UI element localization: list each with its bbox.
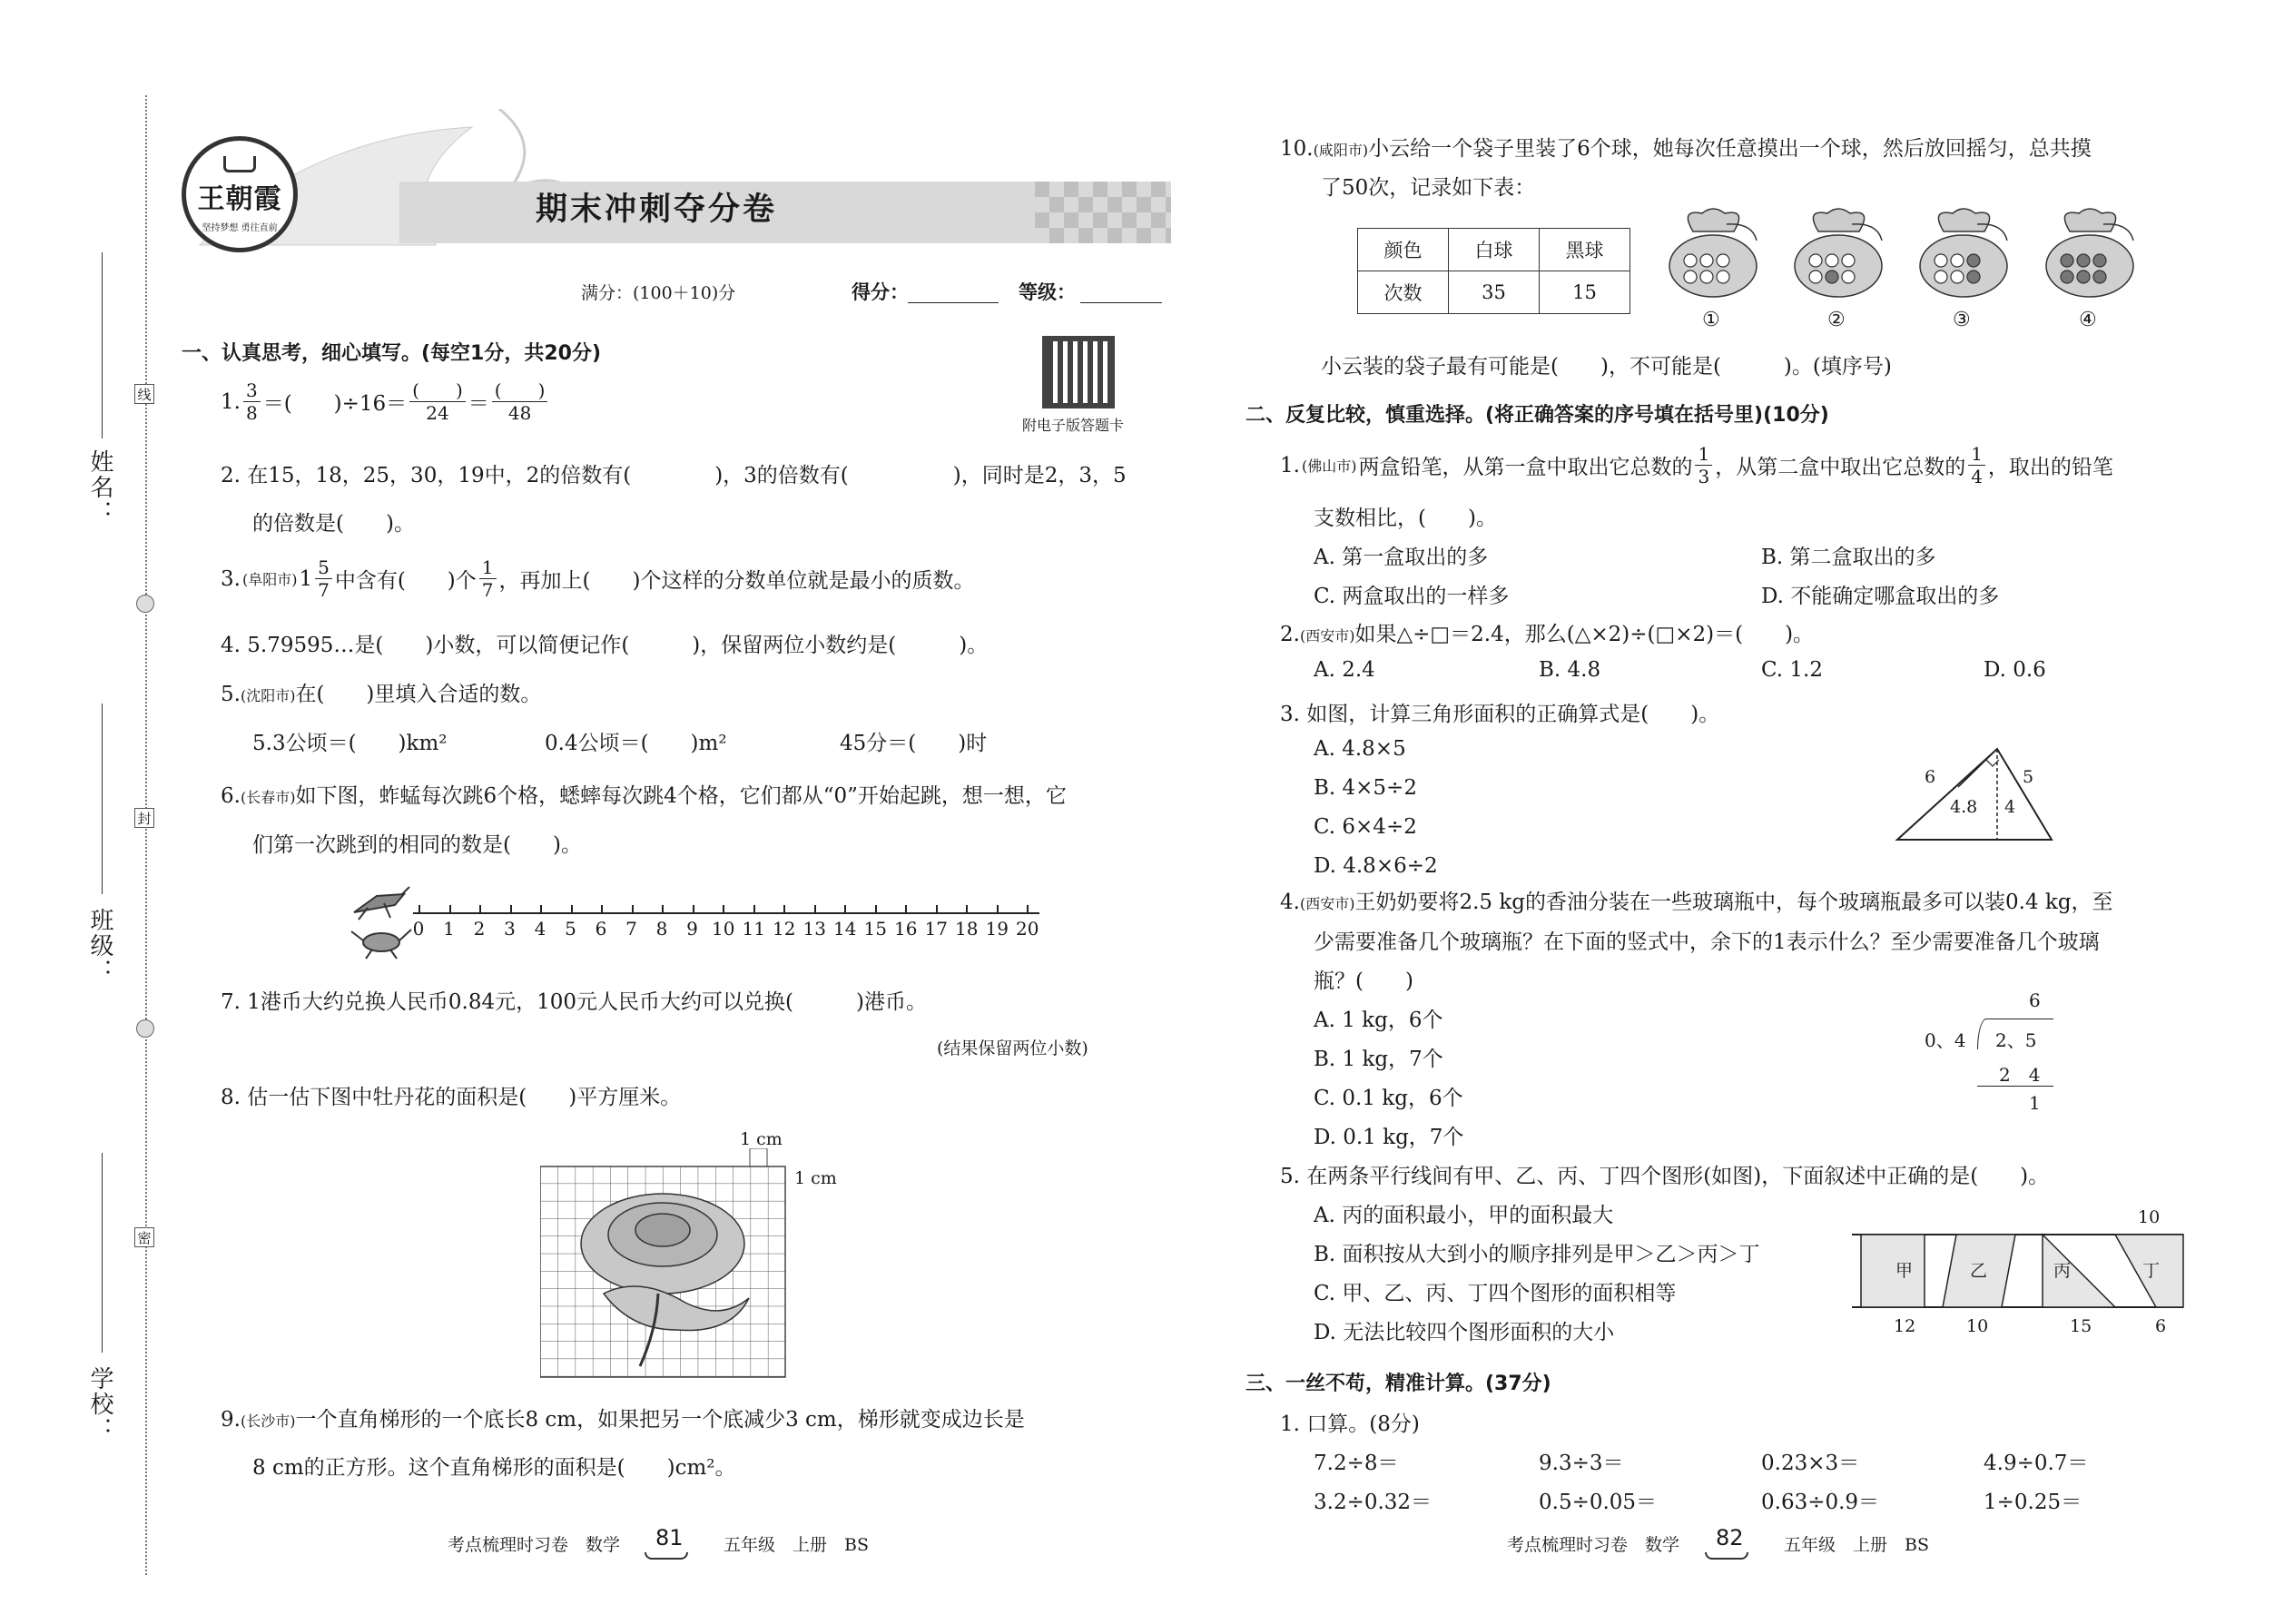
question-9-line-2: 8 cm的正方形。这个直角梯形的面积是( )cm²。 (252, 1456, 736, 1480)
division-product: 2 4 (1999, 1064, 2041, 1086)
number-line-tick (875, 905, 877, 913)
class-label: 班级： (86, 908, 113, 984)
number-line-label: 5 (565, 918, 576, 940)
number-line-label: 1 (443, 918, 455, 940)
number-line-tick (510, 905, 512, 913)
q1-f1-denominator: 8 (245, 402, 258, 424)
s2q4-option-a[interactable]: A. 1 kg，6个 (1314, 1009, 1443, 1032)
shapes-bottom-label-3: 15 (2070, 1316, 2092, 1336)
footer-right-book-icon (1705, 1552, 1748, 1560)
section3-heading: 三、一丝不苟，精准计算。(37分) (1245, 1373, 1551, 1395)
division-dividend: 2、5 (1995, 1029, 2037, 1051)
shapes-bottom-label-1: 12 (1894, 1316, 1916, 1336)
school-label: 学校： (86, 1366, 113, 1442)
question-10-line-1: 10.(咸阳市)小云给一个袋子里装了6个球，她每次任意摸出一个球，然后放回摇匀，总共摸 (1280, 137, 2092, 161)
number-line-label: 6 (595, 918, 607, 940)
calc-1[interactable]: 7.2÷8＝ (1314, 1452, 1399, 1475)
division-quotient: 6 (2029, 989, 2041, 1011)
number-line-tick (693, 905, 694, 913)
qr-caption: 附电子版答题卡 (1022, 417, 1125, 434)
s2-question-2: 2.(西安市)如果△÷□＝2.4，那么(△×2)÷(□×2)＝( )。 (1280, 623, 1815, 646)
number-line (413, 903, 1039, 958)
seal-mark-seal: 封 (134, 808, 154, 828)
number-line-label: 2 (473, 918, 486, 940)
calc-8[interactable]: 1÷0.25＝ (1984, 1491, 2082, 1514)
number-line-label: 4 (534, 918, 546, 940)
division-line (1977, 1086, 2053, 1087)
calc-7[interactable]: 0.63÷0.9＝ (1761, 1491, 1880, 1514)
s2-question-4-line-1: 4.(西安市)王奶奶要将2.5 kg的香油分装在一些玻璃瓶中，每个玻璃瓶最多可以装0.4 kg，至 (1280, 891, 2113, 914)
triangle-label-6: 6 (1925, 767, 1936, 787)
s2q2-option-c[interactable]: C. 1.2 (1761, 658, 1823, 682)
footer-right-series: 考点梳理时习卷 数学 (1507, 1535, 1680, 1555)
number-line-tick (966, 905, 968, 913)
q1-number: 1. (221, 389, 241, 414)
s2q4-option-d[interactable]: D. 0.1 kg，7个 (1314, 1126, 1464, 1149)
shape-yi: 乙 (1970, 1261, 1988, 1281)
score-total: 满分：(100＋10)分 (581, 283, 736, 303)
number-line-label: 11 (742, 918, 765, 940)
bag-label: ④ (2079, 309, 2097, 331)
s2q3-option-a[interactable]: A. 4.8×5 (1314, 737, 1406, 761)
table-row-label: 次数 (1358, 271, 1449, 314)
number-line-tick (1027, 905, 1029, 913)
number-line-label: 13 (802, 918, 826, 940)
q3-text-2: ，再加上( )个这样的分数单位就是最小的质数。 (498, 569, 975, 593)
q8-unit-height: 1 cm (794, 1168, 837, 1188)
shapes-bottom-label-4: 6 (2155, 1316, 2167, 1336)
s2q1-option-d[interactable]: D. 不能确定哪盒取出的多 (1761, 585, 2000, 608)
q5-item-1: 5.3公顷＝( )km² (252, 732, 448, 755)
shapes-bottom-label-2: 10 (1966, 1316, 1989, 1336)
bag-label: ② (1827, 309, 1846, 331)
binding-hole-icon (136, 1019, 154, 1038)
logo-text: 王朝霞 (197, 182, 282, 215)
s2q1-fraction-2: $\frac{1}{4}$ (1968, 445, 1985, 486)
score-label: 得分： (852, 281, 909, 303)
number-line-label: 7 (625, 918, 637, 940)
footer-left-book-icon (645, 1552, 688, 1560)
triangle-label-4-8: 4.8 (1950, 797, 1978, 817)
number-line-axis (413, 912, 1039, 914)
q1-equals: ＝ (468, 392, 489, 416)
s2-question-1-line-1: 1. (佛山市) 两盒铅笔，从第一盒中取出它总数的 $\frac{1}{3}$ ，从第二盒中取出它总数的 $\frac{1}{4}$ ，取出的铅笔 (1280, 443, 2113, 487)
shape-jia: 甲 (1895, 1261, 1914, 1281)
ball-bag-icon (1912, 204, 2016, 300)
number-line-label: 3 (504, 918, 516, 940)
qr-code[interactable] (1042, 336, 1115, 408)
number-line-tick (753, 905, 755, 913)
number-line-tick (936, 905, 938, 913)
number-line-tick (632, 905, 634, 913)
grasshopper-icon (350, 885, 413, 921)
question-3 (221, 558, 974, 599)
s2q3-option-c[interactable]: C. 6×4÷2 (1314, 815, 1417, 839)
number-line-tick (540, 905, 542, 913)
crown-icon (223, 156, 256, 172)
calc-6[interactable]: 0.5÷0.05＝ (1539, 1491, 1658, 1514)
binding-hole-icon (136, 595, 154, 613)
page-title: 期末冲刺夺分卷 (536, 192, 778, 228)
peony-grid-figure (540, 1148, 794, 1384)
shape-ding: 丁 (2142, 1261, 2161, 1281)
question-2-line-2: 的倍数是( )。 (252, 512, 415, 536)
s2q4-option-b[interactable]: B. 1 kg，7个 (1314, 1048, 1443, 1071)
number-line-tick (449, 905, 451, 913)
footer-right-grade: 五年级 上册 BS (1784, 1535, 1929, 1555)
s2q4-option-c[interactable]: C. 0.1 kg，6个 (1314, 1087, 1463, 1110)
s2-question-5: 5. 在两条平行线间有甲、乙、丙、丁四个图形(如图)，下面叙述中正确的是( )。 (1280, 1165, 2050, 1188)
footer-left-page-number: 81 (655, 1525, 684, 1550)
s2q1-option-a[interactable]: A. 第一盒取出的多 (1314, 546, 1489, 569)
question-7-note: (结果保留两位小数) (937, 1038, 1088, 1058)
s2q1-option-b[interactable]: B. 第二盒取出的多 (1761, 546, 1936, 569)
number-line-tick (814, 905, 816, 913)
ball-bag-icon (2038, 204, 2142, 300)
table-header-color: 颜色 (1358, 229, 1449, 271)
number-line-tick (905, 905, 907, 913)
question-8: 8. 估一估下图中牡丹花的面积是( )平方厘米。 (221, 1086, 682, 1109)
question-9-line-1: 9.(长沙市)一个直角梯形的一个底长8 cm，如果把另一个底减少3 cm，梯形就变成边长是 (221, 1408, 1025, 1432)
number-line-label: 12 (773, 918, 796, 940)
name-field[interactable] (102, 252, 103, 438)
table-white-count: 35 (1449, 271, 1540, 314)
triangle-label-5: 5 (2023, 767, 2034, 787)
division-remainder: 1 (2029, 1092, 2041, 1114)
number-line-tick (571, 905, 573, 913)
s2q3-option-b[interactable]: B. 4×5÷2 (1314, 776, 1417, 800)
q5-item-3: 45分＝( )时 (840, 732, 988, 755)
name-label: 姓名： (86, 449, 113, 526)
number-line-tick (418, 905, 420, 913)
number-line-label: 14 (833, 918, 857, 940)
q1-middle: ＝( )÷16＝ (262, 392, 408, 416)
q1-f2-denominator: 24 (426, 402, 449, 424)
number-line-tick (479, 905, 481, 913)
s2q5-option-d[interactable]: D. 无法比较四个图形面积的大小 (1314, 1321, 1615, 1344)
q3-number: 3. (221, 566, 241, 591)
s2q3-option-d[interactable]: D. 4.8×6÷2 (1314, 854, 1438, 878)
q3-mixed-number: 1 $\frac{5}{7}$ (299, 558, 334, 599)
shapes-top-label: 10 (2138, 1207, 2161, 1227)
number-line-tick (783, 905, 785, 913)
q1-f1-numerator: 3 (243, 381, 261, 402)
number-line-label: 16 (894, 918, 918, 940)
footer-right-page-number: 82 (1716, 1525, 1744, 1550)
question-4: 4. 5.79595…是( )小数，可以简便记作( )，保留两位小数约是( )。 (221, 634, 989, 657)
s2-question-4-line-3: 瓶？( ) (1314, 969, 1413, 993)
table-black-count: 15 (1540, 271, 1630, 314)
q1-fraction-3[interactable]: $\frac{( )}{48}$ (492, 381, 548, 422)
ball-bag-icon (1661, 204, 1766, 300)
table-header-white: 白球 (1449, 229, 1540, 271)
bag-label: ① (1702, 309, 1720, 331)
question-6-line-1: 6.(长春市)如下图，蚱蜢每次跳6个格，蟋蟀每次跳4个格，它们都从“0”开始起跳，想一想，它 (221, 784, 1067, 808)
s2q5-option-b[interactable]: B. 面积按从大到小的顺序排列是甲＞乙＞丙＞丁 (1314, 1243, 1760, 1266)
question-7: 7. 1港币大约兑换人民币0.84元，100元人民币大约可以兑换( )港币。 (221, 990, 927, 1014)
s2q1-fraction-1: $\frac{1}{3}$ (1695, 445, 1712, 486)
q3-fraction: $\frac{1}{7}$ (479, 558, 497, 599)
ball-bag-icon (1787, 204, 1891, 300)
section1-heading: 一、认真思考，细心填写。(每空1分，共20分) (182, 342, 602, 365)
question-10-answer: 小云装的袋子最有可能是( )，不可能是( )。(填序号) (1321, 355, 1892, 379)
q3-region: (阜阳市) (241, 571, 298, 588)
number-line-tick (662, 905, 664, 913)
grade-field[interactable] (1080, 302, 1162, 303)
brand-logo (182, 136, 298, 252)
number-line-label: 17 (924, 918, 948, 940)
s2-question-3: 3. 如图，计算三角形面积的正确算式是( )。 (1280, 703, 1720, 726)
s2q2-option-b[interactable]: B. 4.8 (1539, 658, 1601, 682)
question-2-line-1: 2. 在15，18，25，30，19中，2的倍数有( )，3的倍数有( )，同时是2，3，5 (221, 464, 1127, 487)
ball-record-table (1357, 228, 1630, 314)
question-1 (221, 381, 550, 422)
number-line-label: 19 (985, 918, 1009, 940)
long-division (1925, 989, 2052, 1117)
q1-fraction-2[interactable]: $\frac{( )}{24}$ (409, 381, 466, 422)
score-field[interactable] (908, 302, 999, 303)
q8-unit-width: 1 cm (740, 1129, 783, 1149)
s2-question-1-line-2: 支数相比，( )。 (1314, 507, 1497, 530)
s2q2-option-d[interactable]: D. 0.6 (1984, 658, 2046, 682)
number-line-tick (997, 905, 999, 913)
s3-sub-1: 1. 口算。(8分) (1280, 1412, 1420, 1436)
footer-left-series: 考点梳理时习卷 数学 (448, 1535, 621, 1555)
s2q1-option-c[interactable]: C. 两盒取出的一样多 (1314, 585, 1510, 608)
s2q5-option-a[interactable]: A. 丙的面积最小，甲的面积最大 (1314, 1204, 1614, 1227)
division-divisor: 0、4 (1925, 1029, 1966, 1051)
question-5: 5.(沈阳市)在( )里填入合适的数。 (221, 683, 542, 706)
bag-label: ③ (1953, 309, 1971, 331)
q1-f3-denominator: 48 (507, 402, 532, 424)
question-6-line-2: 们第一次跳到的相同的数是( )。 (252, 833, 582, 857)
number-line-tick (844, 905, 846, 913)
s2q2-option-a[interactable]: A. 2.4 (1314, 658, 1375, 682)
grade-label: 等级： (1019, 281, 1076, 303)
seal-mark-line: 线 (134, 384, 154, 404)
section2-heading: 二、反复比较，慎重选择。(将正确答案的序号填在括号里)(10分) (1245, 404, 1829, 427)
q5-item-2: 0.4公顷＝( )m² (545, 732, 727, 755)
s2q5-option-c[interactable]: C. 甲、乙、丙、丁四个图形的面积相等 (1314, 1282, 1677, 1305)
number-line-label: 18 (955, 918, 979, 940)
footer-left-grade: 五年级 上册 BS (724, 1535, 869, 1555)
question-10-line-2: 了50次，记录如下表： (1321, 176, 1536, 200)
q3-text-1: 中含有( )个 (334, 569, 477, 593)
class-field[interactable] (102, 704, 103, 894)
triangle-figure (1893, 740, 2074, 849)
number-line-label: 10 (712, 918, 735, 940)
calc-2[interactable]: 9.3÷3＝ (1539, 1452, 1624, 1475)
table-header-black: 黑球 (1540, 229, 1630, 271)
seal-mark-secret: 密 (134, 1227, 154, 1247)
number-line-label: 8 (655, 918, 668, 940)
number-line-label: 15 (863, 918, 887, 940)
logo-subtext: 坚持梦想 勇往直前 (202, 222, 278, 233)
calc-4[interactable]: 4.9÷0.7＝ (1984, 1452, 2089, 1475)
triangle-label-4: 4 (2004, 797, 2016, 817)
number-line-tick (601, 905, 603, 913)
cricket-icon (350, 924, 413, 960)
number-line-label: 9 (686, 918, 698, 940)
s2-question-4-line-2: 少需要准备几个玻璃瓶？在下面的竖式中，余下的1表示什么？至少需要准备几个玻璃 (1314, 930, 2100, 954)
shape-bing: 丙 (2053, 1261, 2072, 1281)
number-line-label: 0 (412, 918, 425, 940)
calc-5[interactable]: 3.2÷0.32＝ (1314, 1491, 1433, 1514)
binding-dotted-line (145, 95, 147, 1575)
q1-fraction-1 (243, 381, 261, 422)
calc-3[interactable]: 0.23×3＝ (1761, 1452, 1860, 1475)
number-line-tick (723, 905, 724, 913)
number-line-label: 20 (1016, 918, 1039, 940)
school-field[interactable] (102, 1153, 103, 1353)
